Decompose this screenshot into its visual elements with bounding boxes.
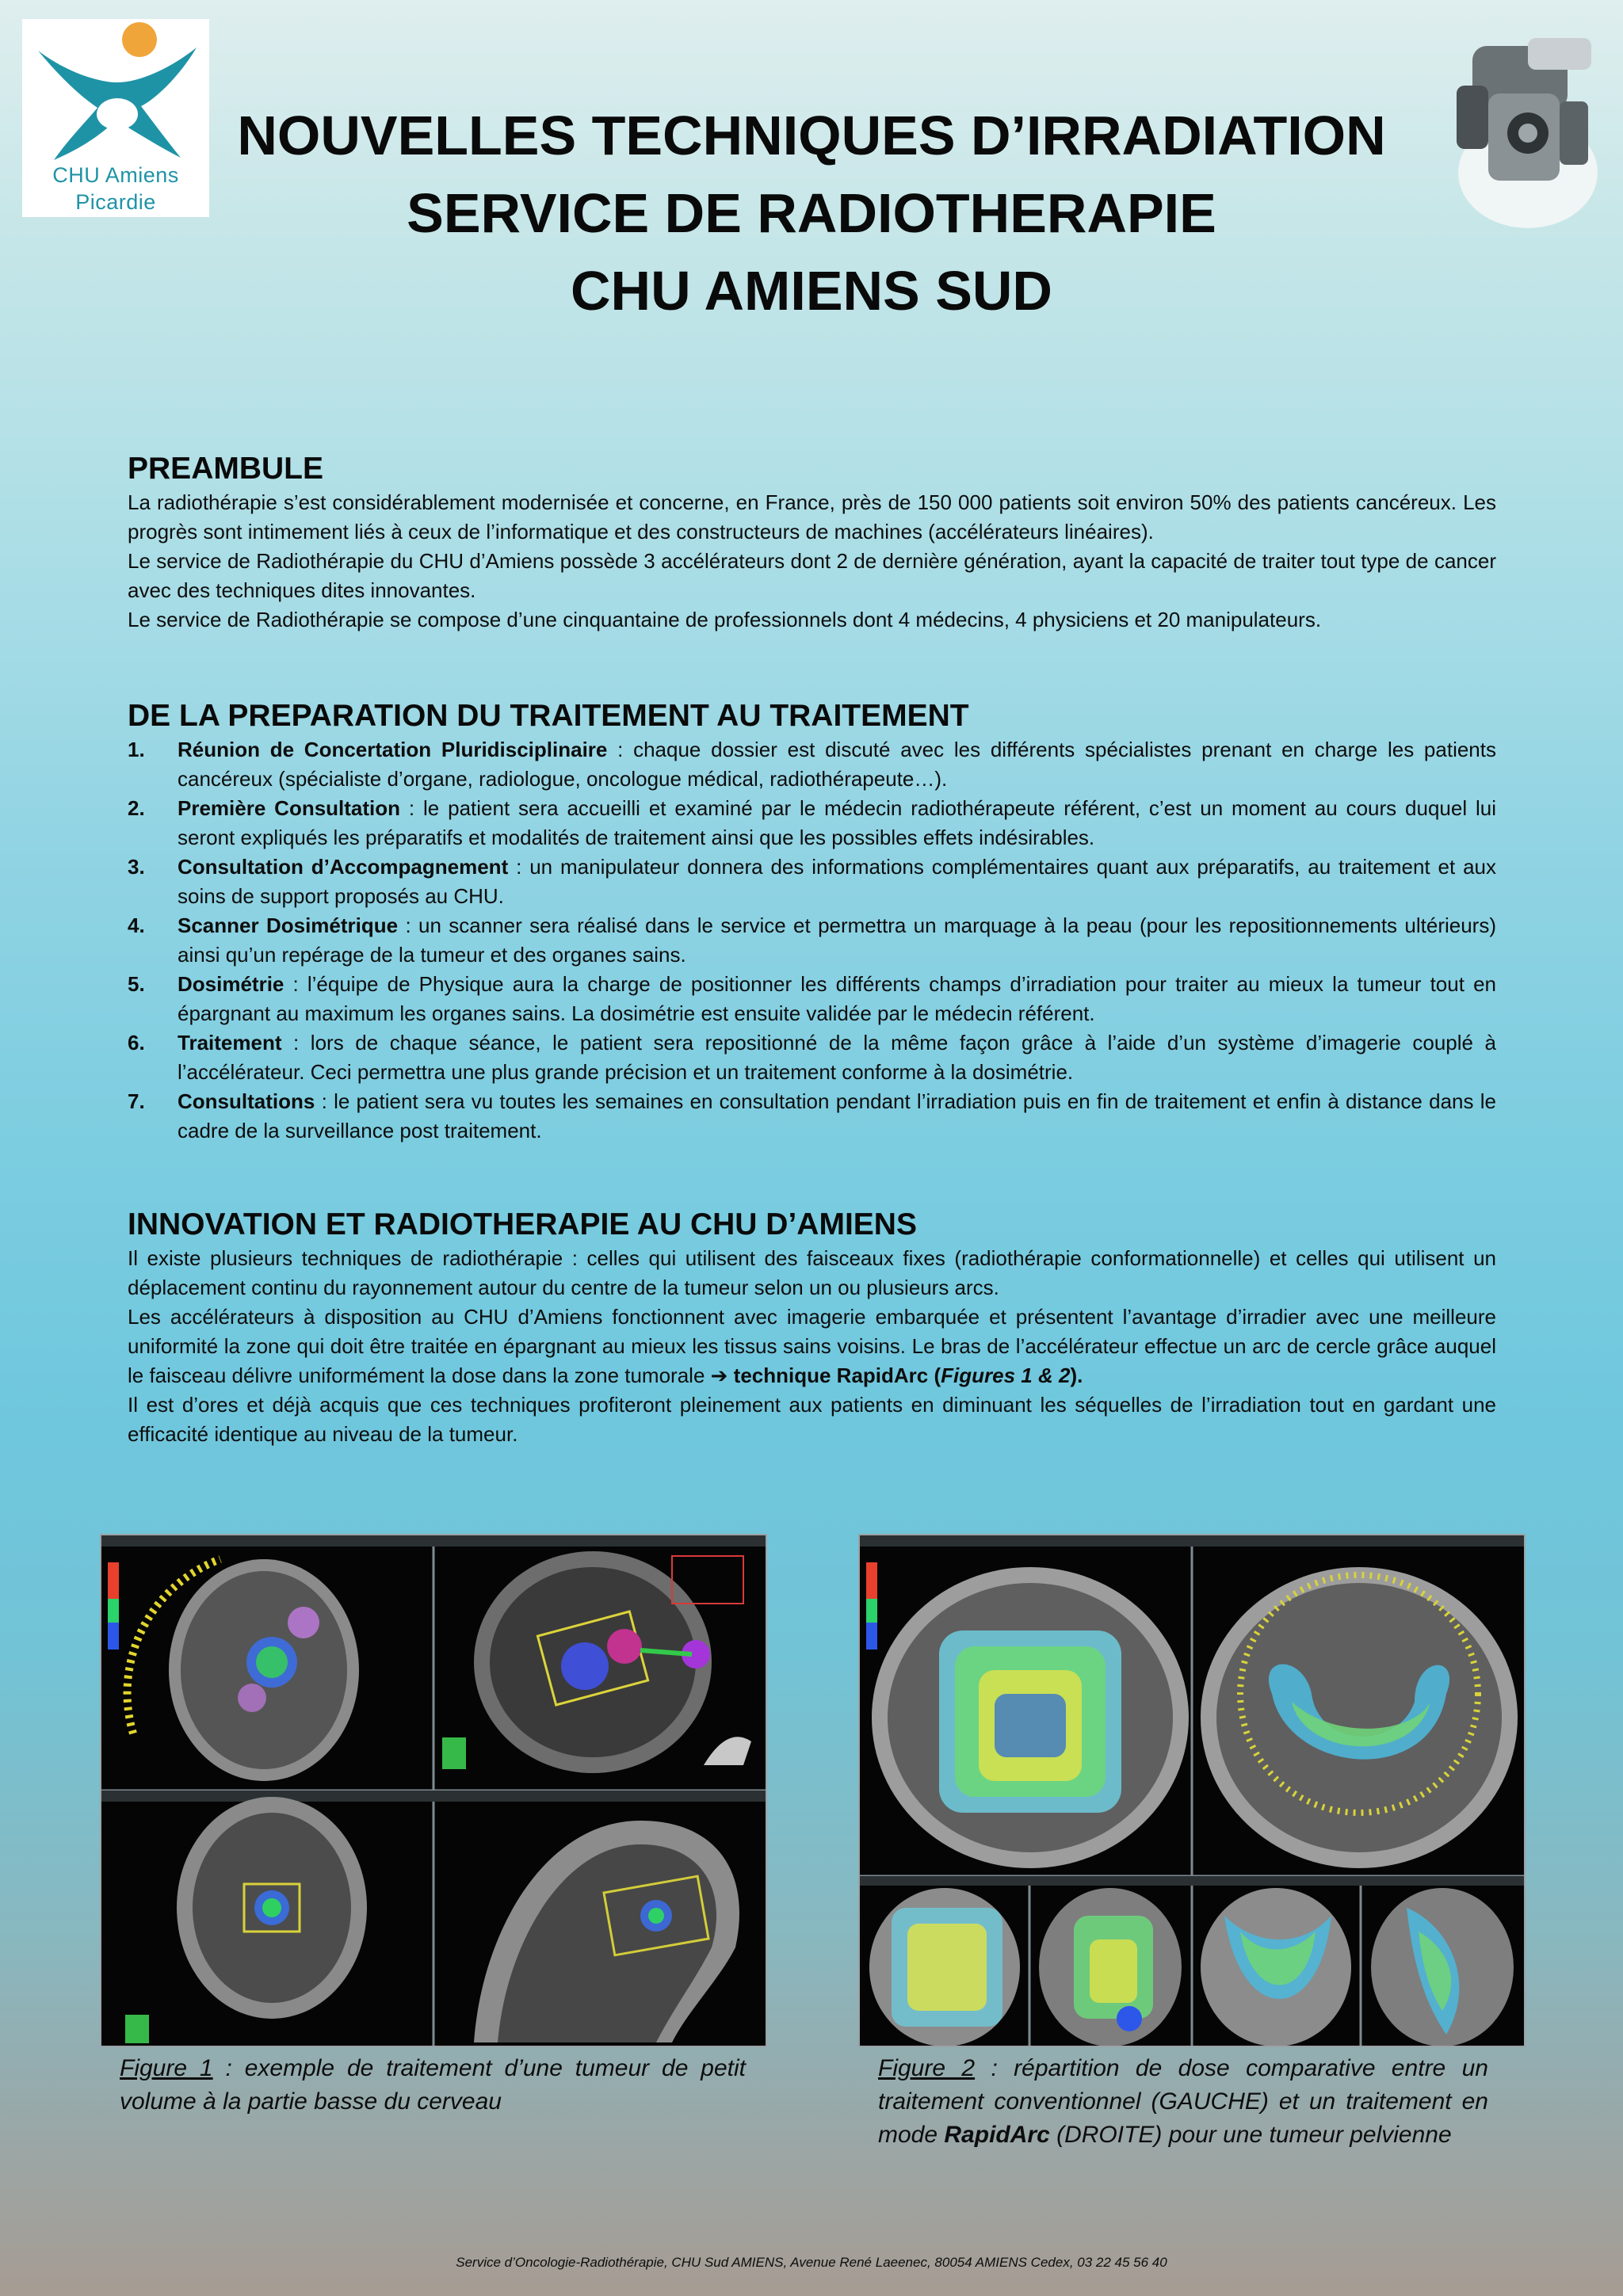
step-title: Traitement [178,1031,282,1055]
figure-2-image [858,1534,1526,2047]
rapidarc-term: technique RapidArc [727,1363,929,1387]
figure-2-caption-text: : répartition de dose comparative entre un traitement conventionnel (GAUCHE) et un traitement en mode [878,2055,1488,2148]
figure-1-image [100,1534,767,2047]
step-text: : un manipulateur donnera des informations complémentaires quant aux préparatifs, au traitement et aux soins de support proposés au CHU. [178,855,1497,908]
step-title: Consultations [178,1089,315,1113]
figure-1-label: Figure 1 [120,2055,213,2081]
step-item [128,1028,1496,1087]
preparation-heading: DE LA PREPARATION DU TRAITEMENT AU TRAITEMENT [128,699,969,733]
figure-2-rapidarc: RapidArc [944,2122,1050,2148]
preambule-section [128,450,1496,635]
footer-address: Service d’Oncologie-Radiothérapie, CHU Sud AMIENS, Avenue René Laeenec, 80054 AMIENS Cedex, 03 22 45 56 40 [456,2255,1167,2270]
figure-1-caption [120,2052,746,2119]
innovation-paragraph-2 [128,1302,1496,1390]
step-text: : chaque dossier est discuté avec les différents spécialistes prenant en charge les patients cancéreux (spécialiste d’organe, radiologue, oncologue médical, radiothérapeute…). [178,738,1496,791]
step-item [128,852,1496,911]
step-number: 3. [128,855,145,879]
step-text: : l’équipe de Physique aura la charge de positionner les différents champs d’irradiation pour traiter au mieux la tumeur tout en épargnant au maximum les organes sains. La dosimétrie est ensuite validée par le médecin référent. [178,972,1496,1025]
innovation-p2-text: Les accélérateurs à disposition au CHU d’Amiens fonctionnent avec imagerie embarquée et présentent l’avantage d’irradier avec une meilleure uniformité la zone qui doit être traitée en épargnant au mieux les tissus sains voisins. Le bras de l’accélérateur effectue un arc de cercle grâce auquel le faisceau délivre uniformément la dose dans la zone tumorale [128,1305,1496,1387]
step-text: : le patient sera vu toutes les semaines en consultation pendant l’irradiation puis en fin de traitement et enfin à distance dans le cadre de la surveillance post traitement. [178,1089,1496,1142]
step-title: Scanner Dosimétrique [178,913,399,937]
step-text: : le patient sera accueilli et examiné par le médecin radiothérapeute référent, c’est un moment au cours duquel lui seront expliqués les préparatifs et modalités de traitement ainsi que les possibles effets indésirables. [178,796,1496,849]
step-title: Première Consultation [178,796,401,820]
figure-2-label: Figure 2 [878,2055,976,2081]
step-text: : un scanner sera réalisé dans le service et permettra un marquage à la peau (pour les repositionnements ultérieurs) ainsi qu’un repérage de la tumeur et des organes sains. [178,913,1496,967]
preambule-paragraph-2: Le service de Radiothérapie du CHU d’Amiens possède 3 accélérateurs dont 2 de dernière génération, ayant la capacité de traiter tout type de cancer avec des techniques dites innovantes. [128,549,1496,602]
step-title: Dosimétrie [178,972,285,996]
title-line-3: CHU AMIENS SUD [571,260,1052,322]
preparation-section [128,697,1496,1146]
figures-reference: Figures 1 & 2 [941,1363,1071,1387]
step-number: 7. [128,1089,145,1113]
step-number: 6. [128,1031,145,1055]
step-title: Consultation d’Accompagnement [178,855,509,879]
step-text: : lors de chaque séance, le patient sera repositionné de la même façon grâce à l’aide d’un système d’imagerie couplé à l’accélérateur. Ceci permettra une plus grande précision et un traitement conforme à la dosimétrie. [178,1031,1496,1084]
poster-title [206,97,1417,330]
innovation-heading: INNOVATION ET RADIOTHERAPIE AU CHU D’AMIENS [128,1207,917,1241]
step-number: 5. [128,972,145,996]
innovation-paragraph-3: Il est d’ores et déjà acquis que ces techniques profiteront pleinement aux patients en diminuant les séquelles de l’irradiation tout en gardant une efficacité identique au niveau de la tumeur. [128,1393,1496,1446]
linear-accelerator-image [1441,14,1599,236]
paren-close: ). [1070,1363,1083,1387]
paren-open: ( [928,1363,941,1387]
preambule-paragraph-3: Le service de Radiothérapie se compose d’une cinquantaine de professionnels dont 4 médecins, 4 physiciens et 20 manipulateurs. [128,608,1322,631]
preambule-paragraph-1: La radiothérapie s’est considérablement modernisée et concerne, en France, près de 150 000 patients soit environ 50% des patients cancéreux. Les progrès sont intimement liés à ceux de l’informatique et des constructeurs de machines (accélérateurs linéaires). [128,490,1496,543]
innovation-section [128,1206,1496,1449]
figure-2-caption-text-end: (DROITE) pour une tumeur pelvienne [1049,2122,1452,2148]
step-item [128,1087,1496,1146]
step-item [128,735,1496,794]
step-item [128,911,1496,970]
logo-line1: CHU Amiens [52,163,179,187]
innovation-paragraph-1: Il existe plusieurs techniques de radiothérapie : celles qui utilisent des faisceaux fixes (radiothérapie conformationnelle) et celles qui utilisent un déplacement continu du rayonnement autour du centre de la tumeur selon un ou plusieurs arcs. [128,1246,1496,1299]
figure-1-caption-text: : exemple de traitement d’une tumeur de petit volume à la partie basse du cerveau [120,2055,746,2115]
title-line-1: NOUVELLES TECHNIQUES D’IRRADIATION [237,105,1386,166]
right-arrow-icon: ➔ [710,1363,728,1387]
step-item [128,794,1496,852]
chu-amiens-logo [22,19,209,217]
logo-line2: Picardie [75,190,156,214]
step-number: 2. [128,796,145,820]
step-title: Réunion de Concertation Pluridisciplinaire [178,738,608,761]
preparation-steps-list [128,735,1496,1146]
preambule-heading: PREAMBULE [128,452,324,486]
figure-2-caption [878,2052,1488,2152]
step-item [128,970,1496,1028]
step-number: 1. [128,738,145,761]
step-number: 4. [128,913,145,937]
title-line-2: SERVICE DE RADIOTHERAPIE [407,182,1216,244]
